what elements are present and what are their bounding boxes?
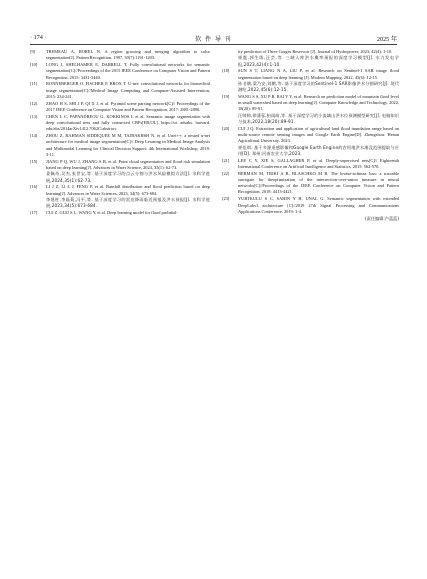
header-rule [30, 44, 397, 45]
references-left-column [30, 49, 210, 217]
reference-number: [13] [30, 113, 38, 119]
reference-chinese-text: 姜佩奇,吴杰,张世宝,等. 基于深度学习的点云分割与洪水风险模拟方法[J]. 水科学进展,2024,35(1):62-73. [46, 171, 210, 183]
reference-item [30, 81, 210, 100]
journal-title: 软 件 导 刊 [195, 36, 232, 43]
reference-number: [20] [222, 125, 230, 131]
reference-chinese-text: 崔佳琪. 基于多源遥感影像和Google Earth Engine的农用地洪水淹没范围提取与应用[D]. 郑州:河南农业大学,2023. [238, 144, 399, 156]
reference-item [222, 171, 399, 196]
running-header [30, 34, 397, 44]
reference-item [222, 94, 399, 125]
reference-item [30, 159, 210, 184]
reference-text: BERMAN M, TRIKI A R, BLASCHKO M B. The lovász-softmax loss: a tractable surrogate for theoptimization of the intersection-over-union measure in neural networks[C]//Proceedings of the IEEE Conference on Computer Vision and Pattern Recognition, 2018: 4413-4421. [238, 170, 399, 195]
reference-item [30, 62, 210, 81]
reference-item [222, 126, 399, 157]
page-number: · 174 · [30, 34, 47, 41]
reference-continuation [222, 49, 399, 68]
reference-text: JIANG P Q, WU J, ZHANG S B, et al. Point cloud segmentation and flood risk simulation based on deep learning[J]. Advances in Water Science, 2024, 35(1): 62-73. [46, 158, 210, 171]
reference-item [30, 210, 210, 216]
reference-number: [15] [30, 158, 38, 164]
reference-item [222, 68, 399, 93]
reference-number: [23] [222, 196, 230, 202]
reference-text: YURTKULU S C, SAHIN Y H, UNAL G. Semantic segmentation with extended DeepLabv3 architecture [C]//2019 27th Signal Processing and Communications Applications Conference, 2019: 1-4. [238, 196, 399, 214]
reference-number: [10] [30, 62, 38, 68]
reference-number: [17] [30, 210, 38, 215]
reference-item [30, 133, 210, 158]
reference-text: ity prediction of Three Gorges Reservoir [J]. Journal of Hydropower, 2023, 42(4): 1-10. [238, 49, 393, 54]
reference-text: LONG J, SHELHAMER E, DARRELL T. Fully convolutional networks for semantic segmentation[C]//Proceedings of the 2015 IEEE Conference on Computer Vision and Pattern Recognition, 2015: 3431-3440. [46, 62, 210, 80]
references-right-column [222, 49, 399, 222]
reference-text: LEE C Y, XIE S, GALLAGHER P, et al. Deeply-supervised nets[C]// Eighteenth International Conference on Artificial Intelligence and Statistics, 2015: 562-570. [238, 157, 399, 169]
reference-number: [12] [30, 100, 38, 106]
reference-text: LI J Z, LI L J, FENG P, et al. Rainfall distribution and flood prediction based on deep learning[J]. Advances in Water Sciences, 2023, 34(5): 673-684. [46, 184, 210, 196]
reference-number: [19] [222, 93, 230, 99]
reference-number: [16] [30, 184, 38, 190]
reference-item [30, 184, 210, 209]
header-year: 2025 年 [376, 36, 397, 43]
reference-number: [18] [222, 68, 230, 74]
reference-text: CUI J Q. Extraction and application of agricultural land flood inundation range based on multi-source remote sensing images and Google Earth Engine[D]. Zhengzhou: Henan Agricultural University, 2023. [238, 125, 399, 144]
reference-text: ZHOU Z, RAHMAN SIDDIQUEE M M, TAJBAKHSH N, et al. Unet++: a nested u-net architecture for medical image segmentation[C]// Deep Learning in Medical Image Analysis and Multimodal Learning for Clinical Decision Support: 4th International Workshop, 2018: 3-11. [46, 133, 210, 157]
reference-item [30, 101, 210, 114]
reference-number: [11] [30, 81, 38, 87]
reference-text: WANG S S, XU P R, BAI Y Y, et al. Research on prediction model of mountain flood level in small watershed based on deep learning[J]. Computer Knowledge and Technology, 2022, 18(20): 89-91. [238, 93, 400, 112]
reference-chinese-text: 李建柱,李磊菊,冯平,等. 基于深度学习的雷达降雨临近预报及洪水预报[J]. 水科学进展,2023,34(5):673-684. [46, 196, 210, 209]
reference-item [30, 49, 210, 62]
reference-item [30, 114, 210, 133]
reference-text: ZHAO H S, SHI J P, QI X J, et al. Pyramid scene parsing network[C]// Proceedings of the 2017 IEEE Conference on Computer Vision and Pattern Recognition, 2017: 2881-2890. [46, 100, 210, 113]
reference-number: [14] [30, 133, 38, 139]
reference-chinese-text: 崔震,郭生练,汪芸,等. 三峡入库洪水概率预报的深度学习模型[J]. 水力发电学报,2023,42(4):1-10. [238, 55, 399, 67]
reference-number: [9] [30, 49, 36, 54]
reference-chinese-text: 孙书瑭,梁乃安,刘鹏,等. 基于深度学习的Sentinel-1 SAR影像洪水分割研究[J]. 现代测绘,2022,45(6):12-15. [238, 80, 399, 93]
reference-item [222, 158, 399, 171]
reference-text: CUI Z, GUO S L, WANG Y, et al. Deep learning model for flood probabil- [46, 210, 178, 215]
reference-number: [21] [222, 157, 230, 163]
reference-text: SUN S T, LIANG N A, LIU P, et al. Research on Sentinel-1 SAR image flood segmentation based on deep learning [J]. Modern Mapping, 2022, 45(6): 12-15. [238, 68, 399, 80]
reference-number: [22] [222, 170, 230, 176]
reference-text: RONNEBERGER O, FISCHER P, BROX T. U-net: convolutional networks for biomedical image segmentation[C]//Medical Image Computing and Computer-Assisted Intervention, 2015: 234-241. [46, 81, 210, 99]
reference-text: TREMEAU A, BOREL N. A region growing and merging algorithm to color segmentation[J]. Pattern Recognition, 1997, 30(7):1191-1203. [46, 49, 210, 61]
reference-item [222, 196, 399, 215]
responsible-editor-note: (责任编辑:卢蓝蓝) [365, 216, 399, 222]
reference-chinese-text: 汪帅帅,徐蒲蓉,柏雨萌,等. 基于深度学习的小流域山洪水位预测模型研究[J]. 电脑知识与技术,2022,18(20):89-91. [238, 112, 399, 124]
reference-text: CHEN L C, PAPANDREOU G, KOKKINOS I, et al. Semantic image segmentation with deep convolutional nets and fully connected CRFs[EB/OL]. https://ui. adsabs. harvard. edu/abs/2014arXiv1412.7062C/abstract. [46, 113, 210, 132]
